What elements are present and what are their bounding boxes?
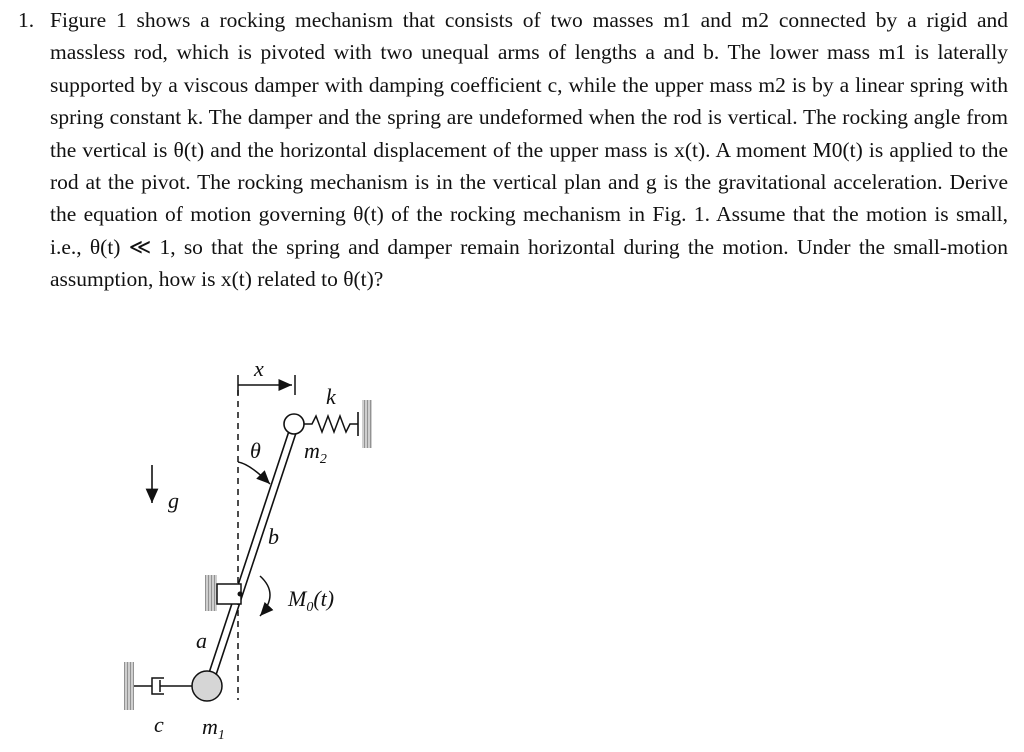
pivot-pin xyxy=(238,592,243,597)
x-label: x xyxy=(254,356,264,381)
b-label: b xyxy=(268,524,279,549)
lower-mass-m1 xyxy=(192,671,222,701)
moment-label: $M_0(t)$ xyxy=(288,586,335,615)
damper-wall xyxy=(124,662,134,710)
problem-number: 1. xyxy=(18,8,35,32)
spring-k xyxy=(304,416,358,432)
theta-arc xyxy=(238,462,270,484)
problem-text: Figure 1 shows a rocking mechanism that consists of two masses m1 and m2 connected by a rigid and massless rod, which is pivoted with two unequal arms of lengths a and b. The lower mass m1 is laterally supported by a viscous damper with damping coefficient c, while the upper mass m2 is by a linear spring with spring constant k. The damper and the spring are undeformed when the rod is vertical. The rocking angle from the vertical is θ(t) and the horizontal displacement of the upper mass is x(t). A moment M0(t) is applied to the rod at the pivot. The rocking mechanism is in the vertical plan and g is the gravitational acceleration. Derive the equation of motion governing θ(t) of the rocking mechanism in Fig. 1. Assume that the motion is small, i.e., θ(t) ≪ 1, so that the spring and damper remain horizontal during the motion. Under the small-motion assumption, how is x(t) related to θ(t)? xyxy=(50,8,1008,292)
theta-label: θ xyxy=(250,438,261,463)
k-label: k xyxy=(326,384,336,409)
pivot-bracket xyxy=(217,584,241,604)
a-label: a xyxy=(196,628,207,653)
g-label: g xyxy=(168,488,179,513)
spring-wall xyxy=(362,400,372,448)
moment-arrow xyxy=(260,576,270,616)
rocking-mechanism-figure xyxy=(100,350,400,745)
problem-statement xyxy=(18,4,1008,296)
m1-label: $m_1$ xyxy=(202,714,225,743)
pivot-wall xyxy=(205,575,217,611)
upper-mass-m2 xyxy=(284,414,304,434)
c-label: c xyxy=(154,712,164,737)
rod-right xyxy=(213,430,297,684)
m2-label: $m_2$ xyxy=(304,438,327,467)
